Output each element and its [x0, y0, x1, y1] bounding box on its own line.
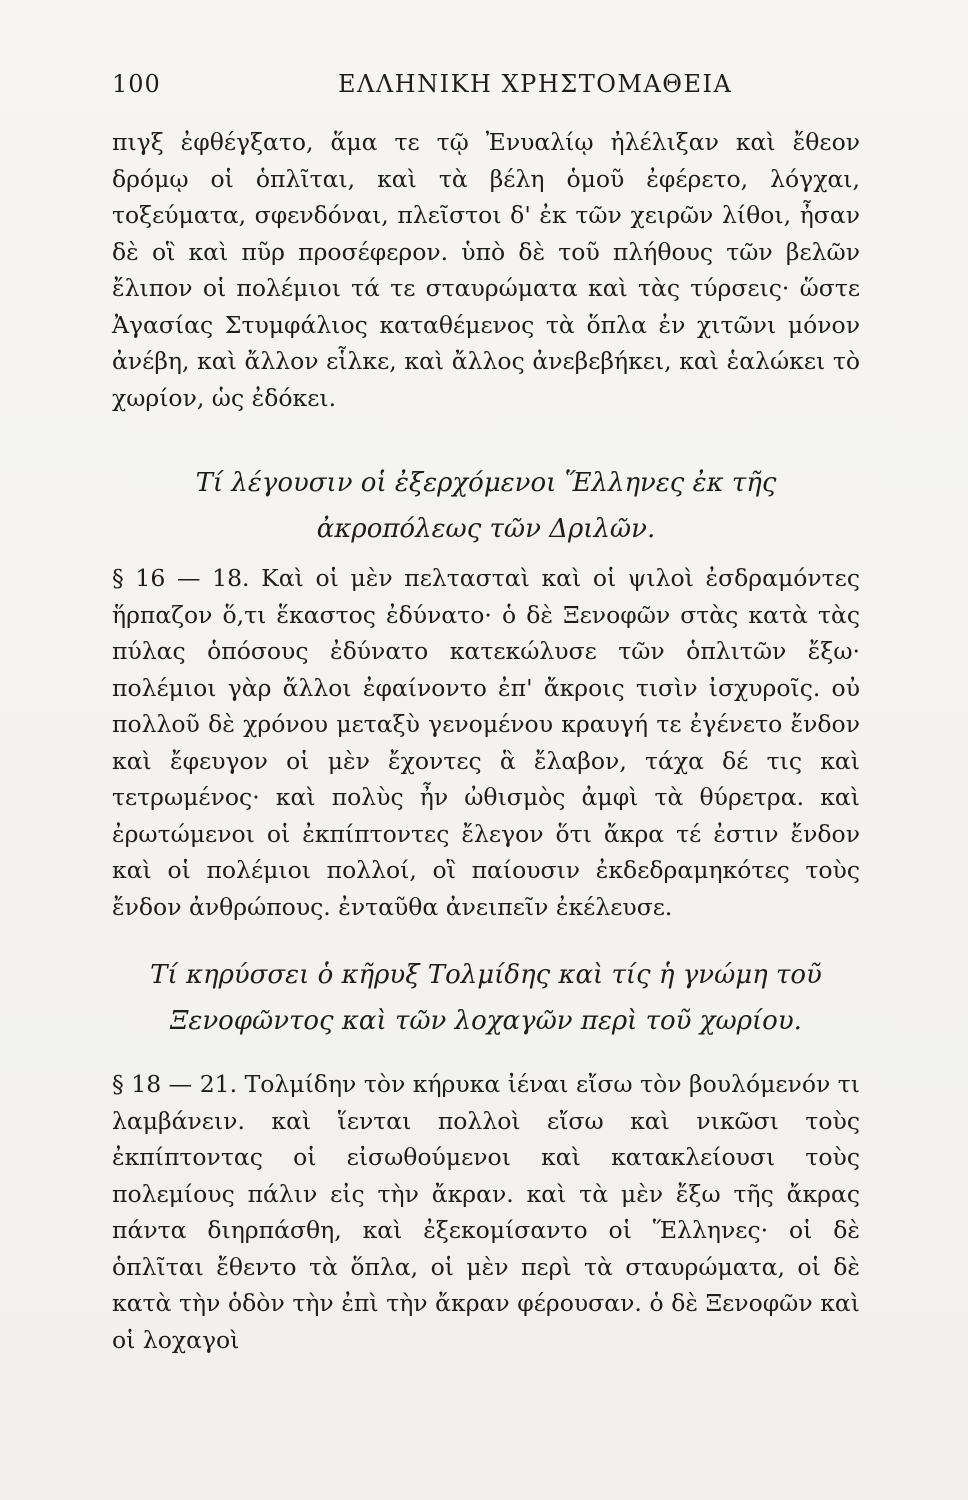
section-heading-1-line-2: ἀκροπόλεως τῶν Δριλῶν.: [316, 514, 656, 544]
paragraph-2: [112, 560, 860, 925]
section-reference-1: § 16 — 18.: [112, 564, 250, 592]
section-heading-2: [112, 952, 860, 1044]
running-title: ΕΛΛΗΝΙΚΗ ΧΡΗΣΤΟΜΑΘΕΙΑ: [338, 70, 733, 98]
paragraph-3-text: Τολμίδην τὸν κήρυκα ἰέναι εἴσω τὸν βουλόμενόν τι λαμβάνειν. καὶ ἵενται πολλοὶ εἴσω καὶ νικῶσι τοὺς ἐκπίπτοντας οἱ εἰσωθούμενοι καὶ κατακλείουσι τοὺς πολεμίους πάλιν εἰς τὴν ἄκραν. καὶ τὰ μὲν ἔξω τῆς ἄκρας πάντα διηρπάσθη, καὶ ἐξεκομίσαντο οἱ Ἕλληνες· οἱ δὲ ὁπλῖται ἔθεντο τὰ ὅπλα, οἱ μὲν περὶ τὰ σταυρώματα, οἱ δὲ κατὰ τὴν ὁδὸν τὴν ἐπὶ τὴν ἄκραν φέρουσαν. ὁ δὲ Ξενοφῶν καὶ οἱ λοχαγοὶ: [112, 1070, 860, 1354]
section-heading-1: [112, 460, 860, 552]
section-heading-2-line-2: Ξενοφῶντος καὶ τῶν λοχαγῶν περὶ τοῦ χωρίου.: [170, 1006, 802, 1036]
page-number: 100: [112, 70, 161, 98]
paragraph-1: πιγξ ἐφθέγξατο, ἅμα τε τῷ Ἐνυαλίῳ ἠλέλιξαν καὶ ἔθεον δρόμῳ οἱ ὁπλῖται, καὶ τὰ βέλη ὁμοῦ ἐφέρετο, λόγχαι, τοξεύματα, σφενδόναι, πλεῖστοι δ' ἐκ τῶν χειρῶν λίθοι, ἦσαν δὲ οἳ καὶ πῦρ προσέφερον. ὑπὸ δὲ τοῦ πλήθους τῶν βελῶν ἔλιπον οἱ πολέμιοι τά τε σταυρώματα καὶ τὰς τύρσεις· ὥστε Ἀγασίας Στυμφάλιος καταθέμενος τὰ ὅπλα ἐν χιτῶνι μόνον ἀνέβη, καὶ ἄλλον εἷλκε, καὶ ἄλλος ἀνεβεβήκει, καὶ ἑαλώκει τὸ χωρίον, ὡς ἐδόκει.: [112, 128, 860, 412]
section-reference-2: § 18 — 21.: [112, 1070, 238, 1098]
paragraph-2-text: Καὶ οἱ μὲν πελτασταὶ καὶ οἱ ψιλοὶ ἐσδραμόντες ἥρπαζον ὅ,τι ἕκαστος ἐδύνατο· ὁ δὲ Ξενοφῶν στὰς κατὰ τὰς πύλας ὁπόσους ἐδύνατο κατεκώλυσε τῶν ὁπλιτῶν ἔξω· πολέμιοι γὰρ ἄλλοι ἐφαίνοντο ἐπ' ἄκροις τισὶν ἰσχυροῖς. οὐ πολλοῦ δὲ χρόνου μεταξὺ γενομένου κραυγή τε ἐγένετο ἔνδον καὶ ἔφευγον οἱ μὲν ἔχοντες ἃ ἔλαβον, τάχα δέ τις καὶ τετρωμένος· καὶ πολὺς ἦν ὠθισμὸς ἀμφὶ τὰ θύρετρα. καὶ ἐρωτώμενοι οἱ ἐκπίπτοντες ἔλεγον ὅτι ἄκρα τέ ἐστιν ἔνδον καὶ οἱ πολέμιοι πολλοί, οἳ παίουσιν ἐκδεδραμηκότες τοὺς ἔνδον ἀνθρώπους. ἐνταῦθα ἀνειπεῖν ἐκέλευσε.: [112, 564, 860, 921]
section-heading-1-line-1: Τί λέγουσιν οἱ ἐξερχόμενοι Ἕλληνες ἐκ τῆς: [195, 468, 777, 498]
paragraph-3: [112, 1066, 860, 1358]
section-heading-2-line-1: Τί κηρύσσει ὁ κῆρυξ Τολμίδης καὶ τίς ἡ γνώμη τοῦ: [150, 960, 822, 990]
page-header: [112, 70, 872, 110]
